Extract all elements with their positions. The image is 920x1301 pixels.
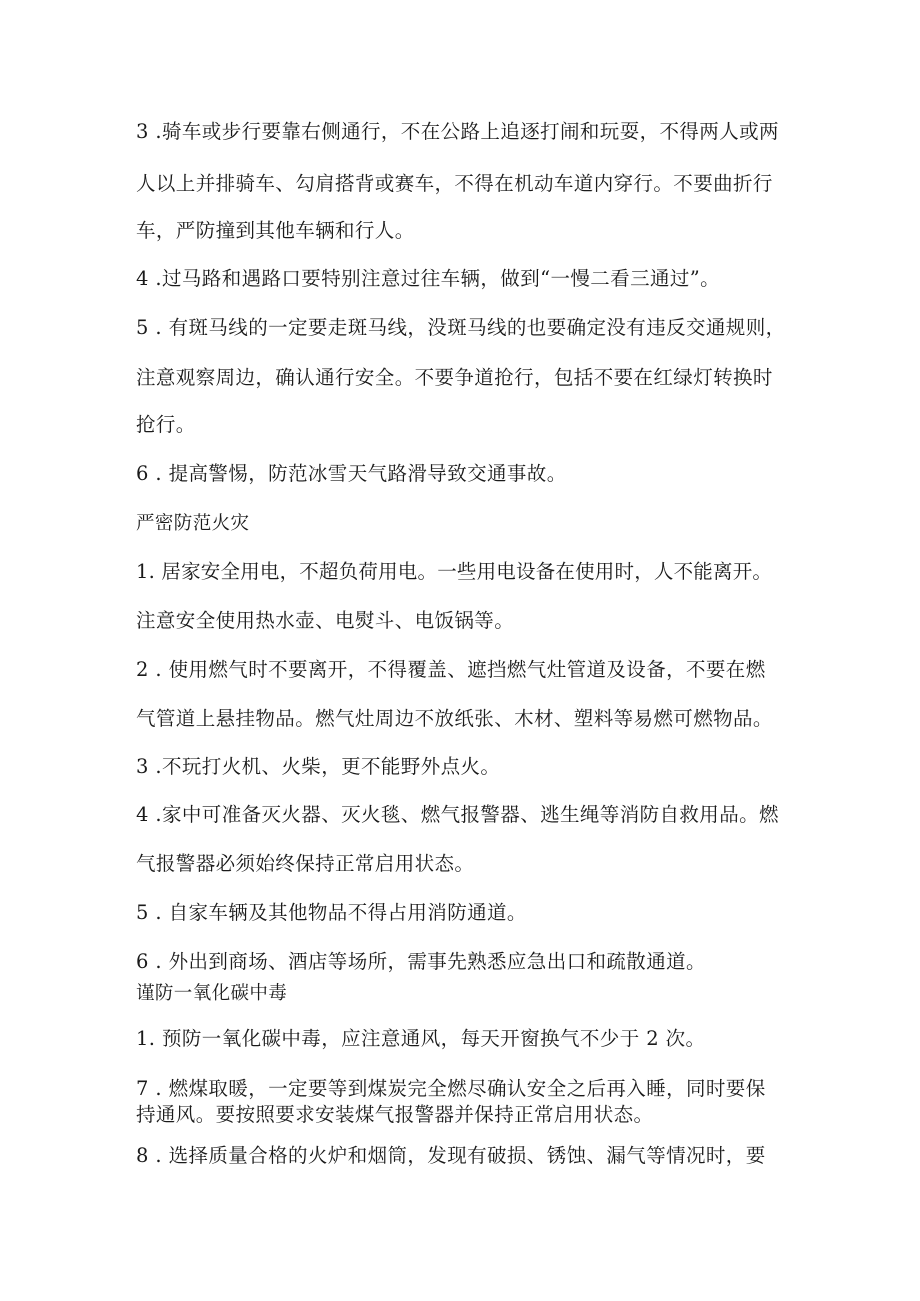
text-line: 7 . 燃煤取暖，一定要等到煤炭完全燃尽确认安全之后再入睡，同时要保 [136,1077,766,1100]
text-line: 6 . 外出到商场、酒店等场所，需事先熟悉应急出口和疏散通道。 [136,950,706,973]
text-line: 2 . 使用燃气时不要离开，不得覆盖、遮挡燃气灶管道及设备，不要在燃 [136,658,766,681]
text-line: 注意安全使用热水壶、电熨斗、电饭锅等。 [136,609,515,632]
text-line: 3 .不玩打火机、火柴，更不能野外点火。 [136,755,501,778]
text-line: 6 . 提高警惕，防范冰雪天气路滑导致交通事故。 [136,462,567,485]
text-line: 抢行。 [136,413,196,436]
text-line: 气管道上悬挂物品。燃气灶周边不放纸张、木材、塑料等易燃可燃物品。 [136,707,773,730]
section-heading-fire: 严密防范火灾 [136,513,250,534]
text-line: 4 .家中可准备灭火器、灭火毯、燃气报警器、逃生绳等消防自救用品。燃 [136,803,779,826]
text-line: 5 . 有斑马线的一定要走斑马线，没斑马线的也要确定没有违反交通规则， [136,316,786,339]
text-line: 持通风。要按照要求安装煤气报警器并保持正常启用状态。 [136,1103,654,1126]
section-heading-co: 谨防一氧化碳中毒 [136,983,288,1004]
text-line: 8 . 选择质量合格的火炉和烟筒，发现有破损、锈蚀、漏气等情况时，要 [136,1144,766,1167]
text-line: 1. 预防一氧化碳中毒，应注意通风，每天开窗换气不少于 2 次。 [136,1027,706,1050]
text-line: 气报警器必须始终保持正常启用状态。 [136,852,475,875]
text-line: 1. 居家安全用电，不超负荷用电。一些用电设备在使用时，人不能离开。 [136,560,773,583]
text-line: 注意观察周边，确认通行安全。不要争道抢行，包括不要在红绿灯转换时 [136,366,773,389]
text-line: 车，严防撞到其他车辆和行人。 [136,219,415,242]
text-line: 人以上并排骑车、勾肩搭背或赛车，不得在机动车道内穿行。不要曲折行 [136,172,773,195]
text-line: 5 . 自家车辆及其他物品不得占用消防通道。 [136,901,527,924]
text-line: 3 .骑车或步行要靠右侧通行，不在公路上追逐打闹和玩耍，不得两人或两 [136,120,779,143]
text-line: 4 .过马路和遇路口要特别注意过往车辆，做到“一慢二看三通过”。 [136,267,721,290]
